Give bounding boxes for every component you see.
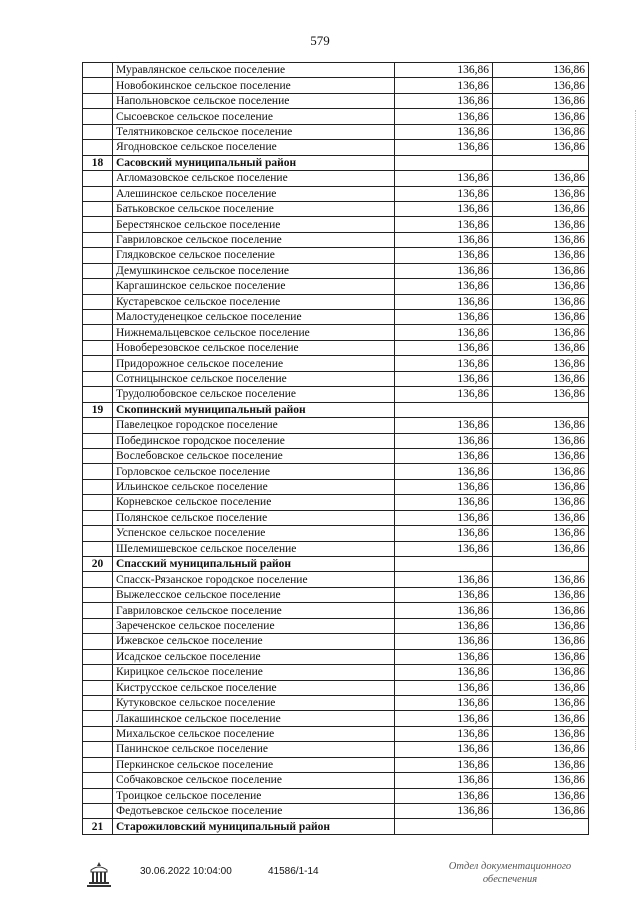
footer-stamp-line2: обеспечения — [482, 874, 538, 885]
value-cell-1: 136,86 — [395, 78, 493, 93]
table-row — [83, 263, 589, 278]
value-cell-1: 136,86 — [395, 63, 493, 78]
value-cell-1: 136,86 — [395, 294, 493, 309]
value-cell-2: 136,86 — [493, 711, 589, 726]
table-row — [83, 773, 589, 788]
index-cell — [83, 448, 113, 463]
index-cell — [83, 634, 113, 649]
value-cell-1: 136,86 — [395, 248, 493, 263]
value-cell-1: 136,86 — [395, 201, 493, 216]
value-cell-1: 136,86 — [395, 665, 493, 680]
index-cell — [83, 618, 113, 633]
settlement-name: Федотьевское сельское поселение — [113, 804, 395, 819]
value-cell-2: 136,86 — [493, 109, 589, 124]
value-cell-2: 136,86 — [493, 186, 589, 201]
value-cell-1: 136,86 — [395, 232, 493, 247]
index-cell — [83, 572, 113, 587]
district-header-row — [83, 819, 589, 834]
settlement-name: Киструсское сельское поселение — [113, 680, 395, 695]
value-cell-1: 136,86 — [395, 387, 493, 402]
index-cell — [83, 371, 113, 386]
table-row — [83, 649, 589, 664]
value-cell-2: 136,86 — [493, 618, 589, 633]
value-cell-1: 136,86 — [395, 603, 493, 618]
value-cell-2: 136,86 — [493, 78, 589, 93]
value-cell-1: 136,86 — [395, 587, 493, 602]
settlement-name: Телятниковское сельское поселение — [113, 124, 395, 139]
table-row — [83, 618, 589, 633]
value-cell-1: 136,86 — [395, 788, 493, 803]
value-cell-1: 136,86 — [395, 757, 493, 772]
value-cell-2 — [493, 557, 589, 572]
table-row — [83, 387, 589, 402]
footer-doc-number: 41586/1-14 — [268, 866, 319, 877]
value-cell-1: 136,86 — [395, 433, 493, 448]
index-cell — [83, 109, 113, 124]
value-cell-2: 136,86 — [493, 140, 589, 155]
settlement-name: Сотницынское сельское поселение — [113, 371, 395, 386]
settlement-name: Выжелесское сельское поселение — [113, 587, 395, 602]
value-cell-1: 136,86 — [395, 526, 493, 541]
settlement-name: Лакашинское сельское поселение — [113, 711, 395, 726]
settlement-name: Кутуковское сельское поселение — [113, 695, 395, 710]
index-cell — [83, 201, 113, 216]
settlement-name: Берестянское сельское поселение — [113, 217, 395, 232]
table-row — [83, 201, 589, 216]
settlement-name: Демушкинское сельское поселение — [113, 263, 395, 278]
district-header-row — [83, 557, 589, 572]
table-row — [83, 63, 589, 78]
value-cell-1: 136,86 — [395, 140, 493, 155]
index-cell — [83, 418, 113, 433]
district-name: Скопинский муниципальный район — [113, 402, 395, 417]
value-cell-1: 136,86 — [395, 742, 493, 757]
index-cell — [83, 804, 113, 819]
settlement-name: Михальское сельское поселение — [113, 726, 395, 741]
settlement-name: Каргашинское сельское поселение — [113, 279, 395, 294]
value-cell-1: 136,86 — [395, 217, 493, 232]
settlement-name: Придорожное сельское поселение — [113, 356, 395, 371]
value-cell-2: 136,86 — [493, 217, 589, 232]
value-cell-1: 136,86 — [395, 695, 493, 710]
table-row — [83, 186, 589, 201]
index-cell — [83, 140, 113, 155]
value-cell-2: 136,86 — [493, 371, 589, 386]
index-cell — [83, 665, 113, 680]
table-row — [83, 464, 589, 479]
value-cell-2: 136,86 — [493, 757, 589, 772]
table-row — [83, 93, 589, 108]
value-cell-1: 136,86 — [395, 804, 493, 819]
table-row — [83, 140, 589, 155]
value-cell-1: 136,86 — [395, 310, 493, 325]
table-row — [83, 788, 589, 803]
settlement-name: Нижнемальцевское сельское поселение — [113, 325, 395, 340]
index-cell — [83, 680, 113, 695]
value-cell-2: 136,86 — [493, 726, 589, 741]
settlement-name: Кустаревское сельское поселение — [113, 294, 395, 309]
table-row — [83, 634, 589, 649]
index-cell — [83, 387, 113, 402]
footer-datetime: 30.06.2022 10:04:00 — [140, 866, 232, 877]
value-cell-2: 136,86 — [493, 464, 589, 479]
value-cell-2: 136,86 — [493, 603, 589, 618]
index-cell — [83, 603, 113, 618]
value-cell-1: 136,86 — [395, 680, 493, 695]
index-cell — [83, 464, 113, 479]
table-row — [83, 371, 589, 386]
value-cell-2: 136,86 — [493, 649, 589, 664]
table-row — [83, 587, 589, 602]
table-row — [83, 310, 589, 325]
index-cell — [83, 695, 113, 710]
value-cell-2: 136,86 — [493, 495, 589, 510]
value-cell-1: 136,86 — [395, 510, 493, 525]
index-cell — [83, 726, 113, 741]
value-cell-1: 136,86 — [395, 711, 493, 726]
table-row — [83, 418, 589, 433]
index-cell — [83, 63, 113, 78]
value-cell-1: 136,86 — [395, 572, 493, 587]
index-cell — [83, 93, 113, 108]
district-index: 19 — [83, 402, 113, 417]
value-cell-2: 136,86 — [493, 541, 589, 556]
value-cell-2: 136,86 — [493, 93, 589, 108]
index-cell — [83, 356, 113, 371]
district-name: Старожиловский муниципальный район — [113, 819, 395, 834]
duma-emblem-icon — [86, 860, 112, 888]
index-cell — [83, 742, 113, 757]
value-cell-2: 136,86 — [493, 63, 589, 78]
table-row — [83, 726, 589, 741]
value-cell-1: 136,86 — [395, 186, 493, 201]
settlement-name: Вослебовское сельское поселение — [113, 448, 395, 463]
value-cell-2 — [493, 819, 589, 834]
settlement-name: Новобокинское сельское поселение — [113, 78, 395, 93]
value-cell-2 — [493, 402, 589, 417]
page-number: 579 — [310, 33, 330, 48]
district-index: 20 — [83, 557, 113, 572]
index-cell — [83, 433, 113, 448]
table-row — [83, 325, 589, 340]
table-row — [83, 742, 589, 757]
index-cell — [83, 78, 113, 93]
table-row — [83, 526, 589, 541]
settlement-name: Агломазовское сельское поселение — [113, 171, 395, 186]
table-row — [83, 680, 589, 695]
value-cell-2: 136,86 — [493, 448, 589, 463]
value-cell-2: 136,86 — [493, 773, 589, 788]
index-cell — [83, 294, 113, 309]
index-cell — [83, 526, 113, 541]
district-index: 21 — [83, 819, 113, 834]
table-row — [83, 572, 589, 587]
settlement-name: Панинское сельское поселение — [113, 742, 395, 757]
index-cell — [83, 649, 113, 664]
value-cell-1: 136,86 — [395, 356, 493, 371]
table-row — [83, 340, 589, 355]
value-cell-2: 136,86 — [493, 695, 589, 710]
settlement-name: Успенское сельское поселение — [113, 526, 395, 541]
settlement-name: Кирицкое сельское поселение — [113, 665, 395, 680]
district-name: Спасский муниципальный район — [113, 557, 395, 572]
index-cell — [83, 186, 113, 201]
value-cell-2: 136,86 — [493, 479, 589, 494]
value-cell-1: 136,86 — [395, 479, 493, 494]
settlement-name: Ижевское сельское поселение — [113, 634, 395, 649]
index-cell — [83, 263, 113, 278]
settlement-name: Спасск-Рязанское городское поселение — [113, 572, 395, 587]
value-cell-2: 136,86 — [493, 804, 589, 819]
table-row — [83, 279, 589, 294]
table-row — [83, 171, 589, 186]
settlement-name: Троицкое сельское поселение — [113, 788, 395, 803]
settlement-name: Напольновское сельское поселение — [113, 93, 395, 108]
value-cell-1: 136,86 — [395, 263, 493, 278]
value-cell-1: 136,86 — [395, 93, 493, 108]
settlement-name: Малостуденецкое сельское поселение — [113, 310, 395, 325]
value-cell-2: 136,86 — [493, 665, 589, 680]
index-cell — [83, 510, 113, 525]
index-cell — [83, 757, 113, 772]
table-row — [83, 217, 589, 232]
value-cell-1: 136,86 — [395, 726, 493, 741]
value-cell-2: 136,86 — [493, 418, 589, 433]
value-cell-2: 136,86 — [493, 572, 589, 587]
table-row — [83, 510, 589, 525]
value-cell-1: 136,86 — [395, 448, 493, 463]
settlement-name: Гавриловское сельское поселение — [113, 232, 395, 247]
table-row — [83, 232, 589, 247]
index-cell — [83, 232, 113, 247]
settlement-name: Ягодновское сельское поселение — [113, 140, 395, 155]
index-cell — [83, 711, 113, 726]
district-header-row — [83, 155, 589, 170]
index-cell — [83, 495, 113, 510]
value-cell-2 — [493, 155, 589, 170]
table-row — [83, 603, 589, 618]
index-cell — [83, 217, 113, 232]
value-cell-2: 136,86 — [493, 171, 589, 186]
index-cell — [83, 541, 113, 556]
value-cell-1: 136,86 — [395, 618, 493, 633]
settlement-name: Трудолюбовское сельское поселение — [113, 387, 395, 402]
index-cell — [83, 248, 113, 263]
value-cell-1: 136,86 — [395, 773, 493, 788]
settlement-name: Алешинское сельское поселение — [113, 186, 395, 201]
table-row — [83, 757, 589, 772]
index-cell — [83, 124, 113, 139]
value-cell-2: 136,86 — [493, 788, 589, 803]
table-row — [83, 448, 589, 463]
settlement-name: Батьковское сельское поселение — [113, 201, 395, 216]
settlement-name: Побединское городское поселение — [113, 433, 395, 448]
settlement-name: Зареченское сельское поселение — [113, 618, 395, 633]
table-row — [83, 356, 589, 371]
value-cell-1 — [395, 557, 493, 572]
value-cell-2: 136,86 — [493, 248, 589, 263]
settlement-name: Сысоевское сельское поселение — [113, 109, 395, 124]
index-cell — [83, 310, 113, 325]
value-cell-2: 136,86 — [493, 124, 589, 139]
table-row — [83, 248, 589, 263]
settlement-name: Ильинское сельское поселение — [113, 479, 395, 494]
scan-edge-marks — [632, 110, 636, 750]
district-name: Сасовский муниципальный район — [113, 155, 395, 170]
value-cell-2: 136,86 — [493, 433, 589, 448]
table-row — [83, 479, 589, 494]
index-cell — [83, 340, 113, 355]
value-cell-1 — [395, 155, 493, 170]
value-cell-1: 136,86 — [395, 495, 493, 510]
settlement-name: Полянское сельское поселение — [113, 510, 395, 525]
table-row — [83, 711, 589, 726]
index-cell — [83, 773, 113, 788]
value-cell-2: 136,86 — [493, 201, 589, 216]
value-cell-1: 136,86 — [395, 325, 493, 340]
settlement-name: Корневское сельское поселение — [113, 495, 395, 510]
value-cell-2: 136,86 — [493, 310, 589, 325]
value-cell-1: 136,86 — [395, 541, 493, 556]
value-cell-2: 136,86 — [493, 742, 589, 757]
value-cell-1: 136,86 — [395, 340, 493, 355]
table-row — [83, 665, 589, 680]
value-cell-1: 136,86 — [395, 124, 493, 139]
value-cell-2: 136,86 — [493, 526, 589, 541]
value-cell-2: 136,86 — [493, 279, 589, 294]
value-cell-2: 136,86 — [493, 634, 589, 649]
value-cell-2: 136,86 — [493, 325, 589, 340]
value-cell-2: 136,86 — [493, 680, 589, 695]
settlement-name: Глядковское сельское поселение — [113, 248, 395, 263]
value-cell-2: 136,86 — [493, 510, 589, 525]
table-body — [83, 63, 589, 835]
table-row — [83, 294, 589, 309]
settlement-name: Горловское сельское поселение — [113, 464, 395, 479]
table-row — [83, 433, 589, 448]
settlement-name: Исадское сельское поселение — [113, 649, 395, 664]
settlement-name: Новоберезовское сельское поселение — [113, 340, 395, 355]
value-cell-1: 136,86 — [395, 171, 493, 186]
table-row — [83, 495, 589, 510]
settlement-name: Гавриловское сельское поселение — [113, 603, 395, 618]
value-cell-2: 136,86 — [493, 294, 589, 309]
value-cell-1: 136,86 — [395, 109, 493, 124]
settlement-name: Собчаковское сельское поселение — [113, 773, 395, 788]
district-index: 18 — [83, 155, 113, 170]
index-cell — [83, 587, 113, 602]
table-row — [83, 124, 589, 139]
footer-stamp — [430, 860, 590, 886]
allocation-table — [82, 62, 589, 835]
value-cell-2: 136,86 — [493, 263, 589, 278]
value-cell-1: 136,86 — [395, 634, 493, 649]
index-cell — [83, 479, 113, 494]
value-cell-1: 136,86 — [395, 279, 493, 294]
table-row — [83, 804, 589, 819]
table-row — [83, 695, 589, 710]
value-cell-2: 136,86 — [493, 587, 589, 602]
value-cell-1: 136,86 — [395, 464, 493, 479]
index-cell — [83, 325, 113, 340]
value-cell-2: 136,86 — [493, 387, 589, 402]
value-cell-1 — [395, 402, 493, 417]
value-cell-1: 136,86 — [395, 649, 493, 664]
footer-stamp-line1: Отдел документационного — [448, 861, 572, 872]
index-cell — [83, 279, 113, 294]
settlement-name: Перкинское сельское поселение — [113, 757, 395, 772]
index-cell — [83, 171, 113, 186]
table-row — [83, 109, 589, 124]
settlement-name: Павелецкое городское поселение — [113, 418, 395, 433]
value-cell-1: 136,86 — [395, 371, 493, 386]
index-cell — [83, 788, 113, 803]
table-row — [83, 78, 589, 93]
settlement-name: Шелемишевское сельское поселение — [113, 541, 395, 556]
value-cell-1 — [395, 819, 493, 834]
value-cell-1: 136,86 — [395, 418, 493, 433]
value-cell-2: 136,86 — [493, 232, 589, 247]
value-cell-2: 136,86 — [493, 356, 589, 371]
settlement-name: Муравлянское сельское поселение — [113, 63, 395, 78]
table-row — [83, 541, 589, 556]
value-cell-2: 136,86 — [493, 340, 589, 355]
district-header-row — [83, 402, 589, 417]
